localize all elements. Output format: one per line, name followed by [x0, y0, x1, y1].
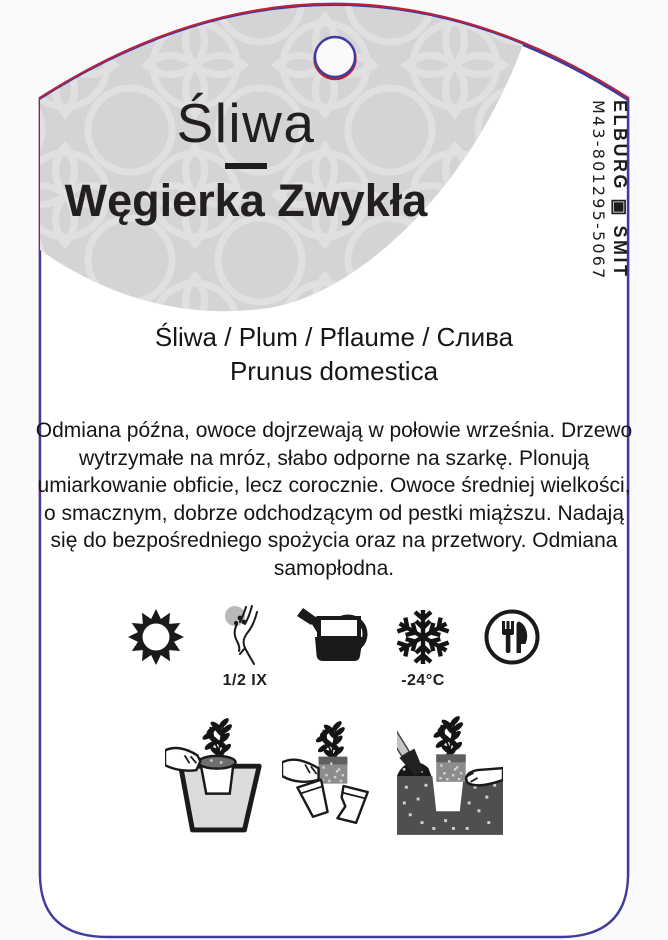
- care-cell-watering: [298, 604, 370, 670]
- frost-hardiness-label: -24°C: [401, 672, 445, 689]
- multilingual-names: Śliwa / Plum / Pflaume / Слива: [154, 322, 514, 352]
- title-divider: [225, 163, 267, 169]
- care-icons-row: [0, 604, 668, 690]
- header-block: [40, 92, 452, 226]
- harvest-period-label: 1/2 IX: [222, 672, 268, 689]
- latin-name: Prunus domestica: [229, 356, 439, 386]
- names-block: [0, 320, 668, 388]
- variety-title: Węgierka Zwykła: [64, 175, 428, 226]
- snowflake-icon: [394, 608, 452, 666]
- product-code: M43-801295-5067: [589, 100, 608, 281]
- care-cell-edible: [476, 604, 548, 670]
- watering-can-icon: [297, 608, 371, 666]
- brand-text: ELBURG ▣ SMIT: [610, 100, 630, 279]
- plant-in-ground-pictogram: [397, 710, 503, 838]
- variety-description: Odmiana późna, owoce dojrzewają w połowie września. Drzewo wytrzymałe na mróz, słabo odporne na szarkę. Plonują umiarkowanie obficie, lecz corocznie. Owoce średniej wielkości, o smacznym, dobrze odchodzącym od pestki miąższu. Nadają się do bezpośredniego spożycia oraz na przetwory. Odmiana samopłodna.: [35, 419, 633, 580]
- care-cell-harvest: [209, 604, 281, 690]
- planting-pictograms-row: [0, 710, 668, 838]
- species-title: Śliwa: [176, 92, 316, 154]
- hang-hole: [315, 37, 356, 79]
- side-code-block: [587, 100, 631, 281]
- remove-pot-pictogram: [282, 710, 382, 838]
- harvest-hand-icon: [219, 604, 271, 670]
- sun-icon: [127, 608, 185, 666]
- care-cell-sun: [120, 604, 192, 670]
- care-cell-frost: [387, 604, 459, 690]
- cutlery-icon: [483, 608, 541, 666]
- soak-rootball-pictogram: [165, 710, 267, 838]
